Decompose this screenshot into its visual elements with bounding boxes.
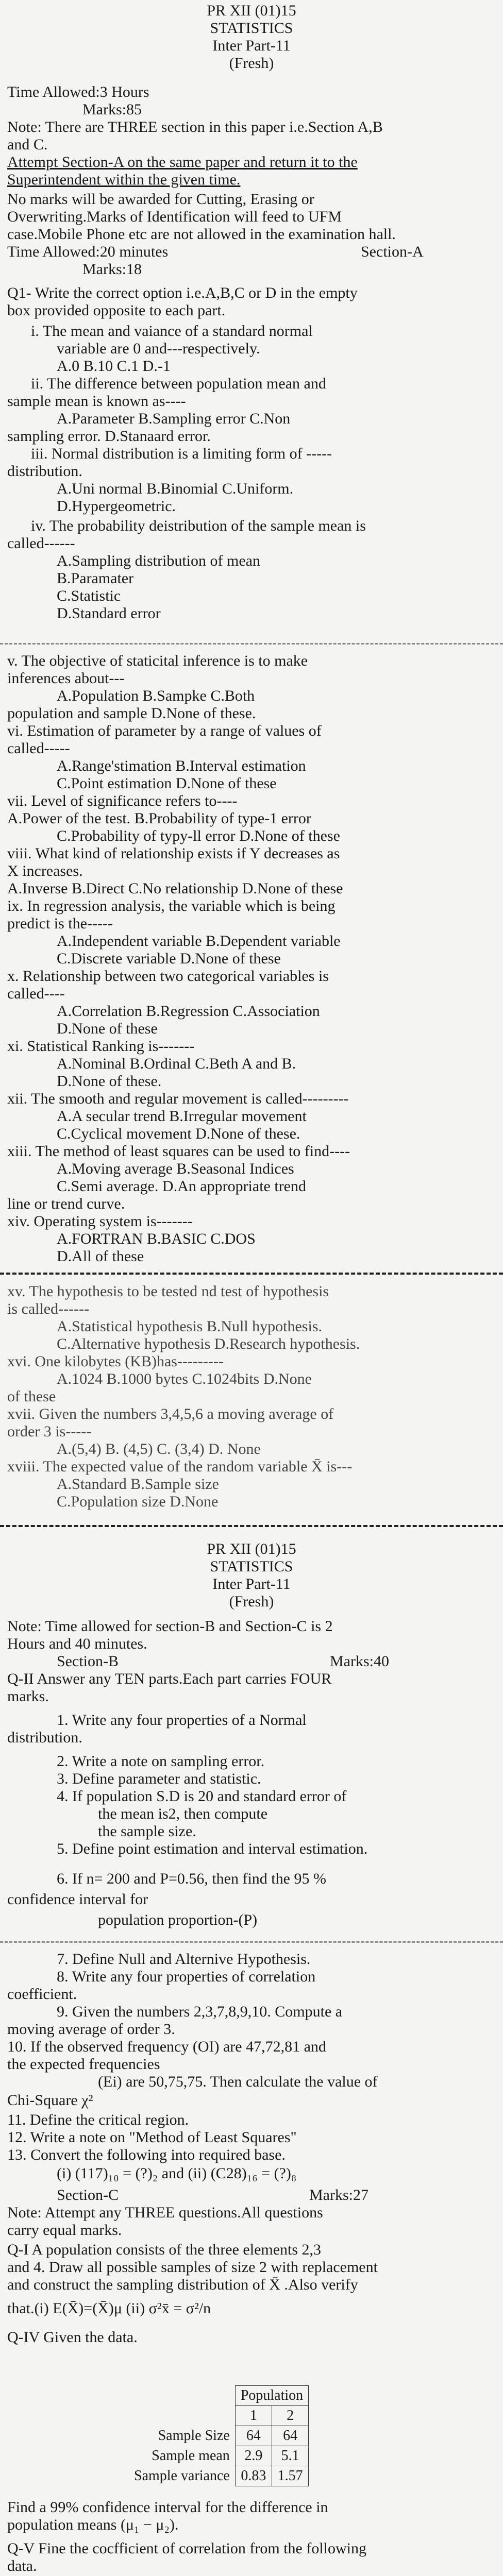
mcq-options: D.Hypergeometric.	[57, 498, 176, 515]
short-question: the mean is2, then compute	[98, 1805, 268, 1822]
short-question: coefficient.	[7, 1986, 77, 2003]
mcq-options: A.0 B.10 C.1 D.-1	[57, 358, 171, 375]
question-text: Q1- Write the correct option i.e.A,B,C or D in the empty	[7, 284, 358, 301]
time-allowed: Time Allowed:3 Hours	[7, 83, 149, 100]
mcq-options: A.Power of the test. B.Probability of type-1 error	[7, 810, 311, 827]
mcq-options: C.Population size D.None	[57, 1493, 219, 1510]
mcq-options: A.Inverse B.Direct C.No relationship D.None of these	[7, 880, 343, 897]
section-title: Section-C	[57, 2187, 119, 2204]
mcq-stem: xii. The smooth and regular movement is called---------	[7, 1090, 349, 1107]
short-question: moving average of order 3.	[7, 2021, 175, 2038]
note-line: carry equal marks.	[7, 2222, 122, 2239]
mcq-options: A.A secular trend B.Irregular movement	[57, 1108, 307, 1125]
mcq-options: A.1024 B.1000 bytes C.1024bits D.None	[57, 1370, 312, 1387]
short-question: 6. If n= 200 and P=0.56, then find the 95 %	[57, 1870, 326, 1887]
mcq-options: A.Statistical hypothesis B.Null hypothesis.	[57, 1318, 322, 1335]
question-text: marks.	[7, 1688, 49, 1705]
mcq-options: A.(5,4) B. (4,5) C. (3,4) D. None	[57, 1440, 261, 1458]
table-corner	[129, 2406, 235, 2426]
short-question: population proportion-(P)	[98, 1911, 258, 1928]
row-label: Sample mean	[129, 2446, 235, 2466]
short-question: Chi-Square χ²	[7, 2092, 93, 2109]
total-marks: Marks:85	[82, 101, 142, 118]
mcq-options: C.Point estimation D.None of these	[57, 775, 277, 792]
mcq-options: sampling error. D.Stanaard error.	[7, 428, 211, 445]
short-question: (i) (117)₁₀ = (?)₂ and (ii) (C28)₁₆ = (?)₈	[57, 2165, 297, 2182]
mcq-options: C.Statistic	[57, 587, 121, 604]
short-question: 8. Write any four properties of correlation	[57, 1968, 316, 1985]
mcq-stem: called-----	[7, 740, 70, 757]
instruction-line: Attempt Section-A on the same paper and return it to the	[7, 154, 358, 171]
long-question: Q-I A population consists of the three elements 2,3	[7, 2241, 322, 2258]
short-question: confidence interval for	[7, 1891, 148, 1908]
section-title: Section-A	[361, 243, 424, 260]
section-marks: Marks:18	[82, 261, 142, 278]
question-text: Q-II Answer any TEN parts.Each part carries FOUR	[7, 1670, 332, 1687]
table-cell: 0.83	[235, 2466, 272, 2486]
mcq-stem: viii. What kind of relationship exists if Y decreases as	[7, 845, 340, 862]
mcq-stem: xi. Statistical Ranking is-------	[7, 1038, 195, 1055]
mcq-options: D.None of these.	[57, 1073, 162, 1090]
note-line: Note: Attempt any THREE questions.All questions	[7, 2204, 323, 2221]
mcq-stem: xvi. One kilobytes (KB)has---------	[7, 1353, 224, 1370]
short-question: (Ei) are 50,75,75. Then calculate the value of	[98, 2073, 378, 2090]
long-question: Find a 99% confidence interval for the difference in	[7, 2499, 328, 2516]
long-question: and 4. Draw all possible samples of size 2 with replacement	[7, 2259, 378, 2276]
mcq-options: D.Standard error	[57, 605, 161, 622]
mcq-stem: v. The objective of staticital inference is to make	[7, 652, 308, 669]
mcq-stem: i. The mean and vaiance of a standard normal	[31, 323, 313, 340]
mcq-stem: sample mean is known as----	[7, 393, 186, 410]
mcq-options: A.Sampling distribution of mean	[57, 552, 260, 569]
note-line: Note: Time allowed for section-B and Section-C is 2	[7, 1618, 333, 1635]
short-question: 1. Write any four properties of a Normal	[57, 1711, 307, 1728]
mcq-options: population and sample D.None of these.	[7, 705, 256, 722]
note-line: and C.	[7, 136, 48, 153]
mcq-options: B.Paramater	[57, 570, 134, 587]
long-question: and construct the sampling distribution of X̄ .Also verify	[7, 2276, 358, 2293]
question-text: box provided opposite to each part.	[7, 302, 226, 319]
short-question: 2. Write a note on sampling error.	[57, 1753, 265, 1770]
table-cell: 64	[235, 2426, 272, 2446]
row-label: Sample variance	[129, 2466, 235, 2486]
short-question: 4. If population S.D is 20 and standard error of	[57, 1788, 347, 1805]
instruction-line: Overwriting.Marks of Identification will feed to UFM	[7, 208, 342, 225]
mcq-stem: order 3 is-----	[7, 1423, 92, 1440]
time-allowed: Time Allowed:20 minutes	[7, 243, 169, 260]
table-row	[129, 2446, 309, 2466]
short-question: 13. Convert the following into required base.	[7, 2146, 286, 2163]
subjective-paper	[0, 1540, 503, 2576]
short-question: 3. Define parameter and statistic.	[57, 1770, 261, 1787]
section-marks: Marks:27	[309, 2187, 368, 2204]
paper-part: Inter Part-11	[212, 37, 291, 54]
mcq-options: C.Cyclical movement D.None of these.	[57, 1125, 300, 1142]
long-question: Q-IV Given the data.	[7, 2329, 138, 2346]
mcq-stem: X increases.	[7, 862, 83, 879]
mcq-stem: iii. Normal distribution is a limiting form of -----	[31, 445, 332, 462]
mcq-stem: ii. The difference between population mean and	[31, 375, 326, 392]
short-question: distribution.	[7, 1729, 82, 1746]
table-row	[129, 2466, 309, 2486]
mcq-stem: ix. In regression analysis, the variable which is being	[7, 897, 336, 914]
mcq-options: C.Alternative hypothesis D.Research hypothesis.	[57, 1335, 360, 1352]
row-label: Sample Size	[129, 2426, 235, 2446]
paper-code: PR XII (01)15	[207, 1540, 296, 1557]
mcq-stem: vii. Level of significance refers to----	[7, 792, 238, 809]
mcq-options: A.FORTRAN B.BASIC C.DOS	[57, 1230, 256, 1247]
mcq-stem: xv. The hypothesis to be tested nd test of hypothesis	[7, 1283, 329, 1300]
instruction-line: No marks will be awarded for Cutting, Erasing or	[7, 191, 314, 208]
short-question: 9. Given the numbers 2,3,7,8,9,10. Compute a	[57, 2003, 343, 2020]
mcq-options: of these	[7, 1388, 56, 1405]
separator	[0, 1273, 503, 1275]
mcq-options: C.Probability of typy-ll error D.None of these	[57, 827, 340, 844]
mcq-stem: predict is the-----	[7, 915, 113, 932]
mcq-stem: xviii. The expected value of the random variable X̄ is---	[7, 1458, 353, 1475]
long-question: that.(i) E(X̄)=(X̄)μ (ii) σ²x̄ = σ²/n	[7, 2300, 211, 2317]
section-marks: Marks:40	[330, 1653, 389, 1670]
note-line: Hours and 40 minutes.	[7, 1635, 147, 1652]
mcq-options: line or trend curve.	[7, 1195, 125, 1212]
mcq-stem: called------	[7, 535, 75, 552]
mcq-options: A.Population B.Sampke C.Both	[57, 687, 255, 704]
mcq-stem: x. Relationship between two categorical variables is	[7, 968, 329, 985]
objective-paper	[0, 0, 503, 1200]
mcq-options: C.Semi average. D.An appropriate trend	[57, 1178, 306, 1195]
table-header: Population	[235, 2386, 308, 2406]
short-question: 5. Define point estimation and interval estimation.	[57, 1840, 368, 1857]
instruction-line: case.Mobile Phone etc are not allowed in the examination hall.	[7, 226, 396, 243]
mcq-stem: is called------	[7, 1300, 90, 1317]
mcq-options: A.Independent variable B.Dependent variable	[57, 933, 341, 950]
objective-paper-end	[0, 1476, 503, 1522]
paper-code: PR XII (01)15	[207, 2, 296, 19]
long-question: Q-V Fine the cocfficient of correlation from the following	[7, 2540, 367, 2557]
mcq-stem: called----	[7, 985, 65, 1002]
table-header: 2	[272, 2406, 308, 2426]
page-break	[0, 1525, 503, 1527]
table-header: 1	[235, 2406, 272, 2426]
paper-subject: STATISTICS	[210, 1558, 293, 1575]
table-cell: 64	[272, 2426, 308, 2446]
objective-paper-cont	[0, 1195, 503, 1484]
separator	[0, 1941, 503, 1943]
mcq-stem: xiv. Operating system is-------	[7, 1213, 193, 1230]
mcq-stem: xvii. Given the numbers 3,4,5,6 a moving average of	[7, 1405, 334, 1422]
mcq-options: A.Parameter B.Sampling error C.Non	[57, 410, 291, 427]
section-title: Section-B	[57, 1653, 119, 1670]
mcq-options: A.Moving average B.Seasonal Indices	[57, 1160, 294, 1177]
note-line: Note: There are THREE section in this paper i.e.Section A,B	[7, 118, 383, 135]
mcq-options: D.All of these	[57, 1248, 144, 1265]
mcq-stem: xiii. The method of least squares can be used to find----	[7, 1143, 350, 1160]
long-question: data.	[7, 2557, 37, 2574]
short-question: 11. Define the critical region.	[7, 2111, 189, 2128]
mcq-stem: vi. Estimation of parameter by a range of values of	[7, 722, 322, 739]
short-question: the sample size.	[98, 1823, 196, 1840]
table-cell: 2.9	[235, 2446, 272, 2466]
mcq-stem: distribution.	[7, 463, 82, 480]
mcq-stem: iv. The probability deistribution of the sample mean is	[31, 517, 366, 534]
paper-part: Inter Part-11	[212, 1575, 291, 1592]
table-row	[129, 2426, 309, 2446]
population-table	[129, 2385, 309, 2486]
short-question: 7. Define Null and Alternive Hypothesis.	[57, 1951, 311, 1968]
paper-fresh: (Fresh)	[229, 1593, 274, 1610]
mcq-options: A.Nominal B.Ordinal C.Beth A and B.	[57, 1055, 296, 1072]
mcq-stem: inferences about---	[7, 670, 125, 687]
short-question: 10. If the observed frequency (OI) are 47,72,81 and	[7, 2038, 326, 2055]
mcq-options: A.Standard B.Sample size	[57, 1476, 219, 1493]
instruction-line: Superintendent within the given time.	[7, 171, 241, 188]
paper-fresh: (Fresh)	[229, 55, 274, 72]
table-cell: 1.57	[272, 2466, 308, 2486]
short-question: 12. Write a note on "Method of Least Squares"	[7, 2129, 297, 2146]
mcq-options: A.Correlation B.Regression C.Association	[57, 1003, 320, 1020]
mcq-options: C.Discrete variable D.None of these	[57, 950, 281, 967]
mcq-stem: variable are 0 and---respectively.	[57, 340, 260, 357]
mcq-options: D.None of these	[57, 1020, 158, 1037]
mcq-options: A.Range'stimation B.Interval estimation	[57, 757, 306, 774]
short-question: the expected frequencies	[7, 2056, 160, 2073]
mcq-options: A.Uni normal B.Binomial C.Uniform.	[57, 480, 294, 497]
long-question: population means (μ₁ − μ₂).	[7, 2516, 179, 2533]
paper-subject: STATISTICS	[210, 20, 293, 37]
separator	[0, 643, 503, 645]
table-corner	[129, 2386, 235, 2406]
table-cell: 5.1	[272, 2446, 308, 2466]
